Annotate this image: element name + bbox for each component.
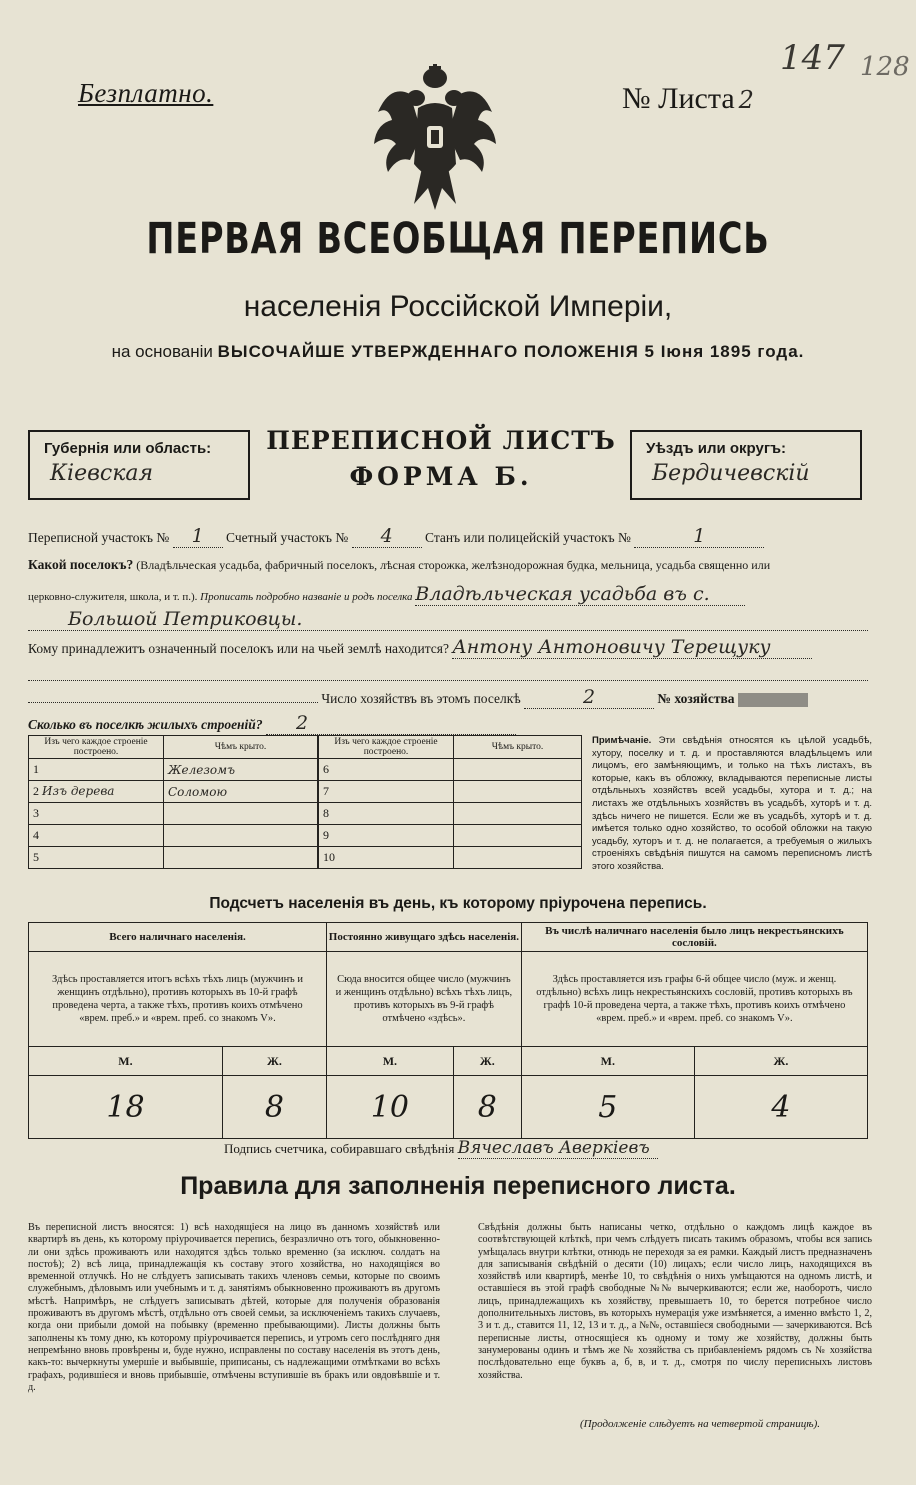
form-subtitle: ФОРМА Б. xyxy=(349,462,533,491)
signature-value: Вячеславъ Аверкіевъ xyxy=(458,1138,658,1159)
population-table xyxy=(28,922,868,1139)
rules-continued: (Продолженіе слѣдуетъ на четвертой страницѣ). xyxy=(580,1418,820,1430)
rules-right-column: Свѣдѣнія должны быть написаны четко, отдѣльно о каждомъ лицѣ каждое въ соотвѣтствующей клѣткѣ, при чемъ слѣдуетъ писать такимъ образомъ, чтобы вся запись умѣщалась внутри клѣтки, отнюдь не переходя за ея рамки. Каждый листъ предназначенъ для записыванія свѣдѣній о десяти (10) лицахъ; если число лицъ, находящихся въ хозяйствѣ или квартирѣ, менѣе 10, то свѣдѣнія о нихъ умѣщаются на одномъ листѣ, и оставшіеся въ этой графѣ свободные №№ вычеркиваются; если же, наоборотъ, число лицъ, принадлежащихъ къ хозяйству, превышаетъ 10, то берется потребное число дополнительныхъ листовъ, въ которыхъ нумерація уже измѣняется, а именно вмѣсто 1, 2, 3 и т. д., ставится 11, 12, 13 и т. д., а №№, оставшіеся свободными — зачеркиваются. Всѣ переписные листы, относящіеся къ одному и тому же хозяйству, должны быть занумерованы одинъ и тѣмъ же № хозяйства съ прибавленіемъ рядомъ съ № хозяйства послѣдовательно еще буквъ а, б, в, и т. д., смотря по числу переписныхъ листовъ хозяйства. xyxy=(478,1222,872,1381)
col-total-present: Всего наличнаго населенія. xyxy=(29,923,327,952)
rules-title: Правила для заполненія переписного листа. xyxy=(180,1172,736,1200)
permanent-female-value: 8 xyxy=(453,1076,521,1139)
total-female-value: 8 xyxy=(222,1076,326,1139)
sheet-value: 2 xyxy=(738,86,754,114)
household-number-stamp xyxy=(738,693,808,707)
buildings-value: 2 xyxy=(266,712,516,735)
table-row: 5 xyxy=(29,847,318,869)
buildings-table-right xyxy=(318,735,582,869)
stan-label: Станъ или полицейскій участокъ № xyxy=(425,530,631,545)
owner-line xyxy=(28,636,812,659)
free-label: Безплатно. xyxy=(78,78,214,108)
owner-line-2 xyxy=(28,668,868,686)
m-label: М. xyxy=(521,1047,694,1076)
poselok-value-2: Большой Петриковцы. xyxy=(28,608,868,631)
buildings-table-left xyxy=(28,735,318,869)
note-text: Эти свѣдѣнія относятся къ цѣлой усадьбѣ, хутору, поселку и т. д. и проставляются владѣльцемъ или лицомъ, его замѣняющимъ, и только на тѣхъ листахъ, въ которые, какъ въ обложку, вкладываются переписные листы отдѣльныхъ хозяйствъ всей усадьбы, хутора и т. д.; на листахъ же отдѣльныхъ хозяйствъ въ усадьбѣ, хуторѣ и т. д. здѣсь ничего не пишется. Если же въ усадьбѣ, хуторѣ и т. д. имѣется только одно хозяйство, то особой обложки на такую усадьбу, хуторъ и т. д. не полагается, а требуемыя о жилыхъ строеніяхъ свѣдѣнія пишутся на самомъ переписномъ листѣ этого хозяйства. xyxy=(592,735,873,872)
non-peasant-male-value: 5 xyxy=(521,1076,694,1139)
poselok-hint-3: Прописать подробно названіе и родъ поселка xyxy=(200,591,413,603)
table-row: 8 xyxy=(319,803,582,825)
poselok-hint-2: церковно-служителя, школа, и т. п.). xyxy=(28,591,198,603)
uezd-box xyxy=(630,430,862,500)
legal-basis xyxy=(0,342,916,362)
form-title: ПЕРЕПИСНОЙ ЛИСТЪ xyxy=(266,426,616,455)
zh-label: Ж. xyxy=(694,1047,867,1076)
note-title: Примѣчаніе. xyxy=(592,735,652,746)
table-row: 3 xyxy=(29,803,318,825)
legal-basis-prefix: на основаніи xyxy=(111,342,213,361)
schetny-value: 4 xyxy=(352,525,422,548)
table-row: 4 xyxy=(29,825,318,847)
col-permanent: Постоянно живущаго здѣсь населенія. xyxy=(327,923,522,952)
signature-label: Подпись счетчика, собиравшаго свѣдѣнія xyxy=(224,1141,455,1156)
page-title: ПЕРВАЯ ВСЕОБЩАЯ ПЕРЕПИСЬ xyxy=(146,214,770,264)
poselok-line xyxy=(28,557,770,573)
permanent-male-value: 10 xyxy=(327,1076,454,1139)
table-row: 2 Изъ дерева Соломою xyxy=(29,781,318,803)
uezd-label: Уѣздъ или округъ: xyxy=(646,440,787,457)
table-row: 9 xyxy=(319,825,582,847)
poselok-value-1: Владѣльческая усадьба въ с. xyxy=(415,583,745,606)
col-material-2: Изъ чего каждое строеніе построено. xyxy=(319,736,454,759)
zh-label: Ж. xyxy=(453,1047,521,1076)
households-label: Число хозяйствъ въ этомъ поселкѣ xyxy=(321,691,521,706)
poselok-line-3 xyxy=(28,608,868,631)
table-row: 1 Железомъ xyxy=(29,759,318,781)
legal-basis-main: ВЫСОЧАЙШЕ УТВЕРЖДЕННАГО ПОЛОЖЕНІЯ 5 Іюня 1895 года. xyxy=(217,342,805,361)
m-label: М. xyxy=(29,1047,223,1076)
poselok-label: Какой поселокъ? xyxy=(28,557,134,572)
zh-label: Ж. xyxy=(222,1047,326,1076)
households-value: 2 xyxy=(524,686,654,709)
archive-number-2: 128 xyxy=(860,52,910,82)
perepisnoi-value: 1 xyxy=(173,525,223,548)
total-male-value: 18 xyxy=(29,1076,223,1139)
rules-left-column: Въ переписной листъ вносятся: 1) всѣ находящіеся на лицо въ данномъ хозяйствѣ или квартирѣ въ день, къ которому пріурочивается перепись, безразлично отъ того, обыкновенно-ли они здѣсь проживаютъ или находятся здѣсь только временно (за исключ. солдатъ на постоѣ); 2) всѣ лица, принадлежащія къ составу этого хозяйства, но находящіяся во временной отлучкѣ. Но не слѣдуетъ записывать такихъ членовъ семьи, которые по своимъ служебнымъ, дѣловымъ или учебнымъ и т. д. занятіямъ обыкновенно проживаютъ въ другомъ мѣстѣ. Напримѣръ, не слѣдуетъ записывать дѣтей, которые для полученія образованія проживаютъ въ другомъ мѣстѣ, отдѣльно отъ своей семьи, за исключеніемъ такихъ случаевъ, когда они прибыли домой на побывку (временно пребывающими). Листы должны быть заполнены къ тому дню, къ которому пріурочивается перепись, и утромъ сего послѣдняго дня непремѣнно вновь провѣрены и, буде нужно, исправлены по составу населенія въ этотъ день, какъ-то: вычеркнуты умершіе и выбывшіе, приписаны, съ надлежащими отмѣтками во всѣхъ графахъ, родившіеся и вновь прибывшіе, отмѣчены вступившіе въ бракъ или овдовѣвшіе и т. д. xyxy=(28,1222,440,1393)
poselok-hint: (Владѣльческая усадьба, фабричный поселокъ, лѣсная сторожка, желѣзнодорожная будка, мельница, усадьба священно или xyxy=(136,558,771,572)
podschet-title: Подсчетъ населенія въ день, къ которому пріурочена перепись. xyxy=(209,895,707,912)
perepisnoi-label: Переписной участокъ № xyxy=(28,530,170,545)
col-non-peasant-desc: Здѣсь проставляется изъ графы 6-й общее число (муж. и женщ. отдѣльно) всѣхъ лицъ некрестьянскихъ сословій, противъ которыхъ въ графѣ 10-й проведена черта, а также тѣхъ, противъ коихъ отмѣчено «врем. преб.» и «врем. преб. со знакомъ V». xyxy=(521,952,867,1047)
col-roof: Чѣмъ крыто. xyxy=(164,736,318,759)
guberniya-box xyxy=(28,430,250,500)
buildings-label: Сколько въ поселкѣ жилыхъ строеній? xyxy=(28,717,263,732)
household-number-label: № хозяйства xyxy=(657,691,735,706)
page-subtitle: населенія Россійской Имперіи, xyxy=(243,290,673,323)
col-material: Изъ чего каждое строеніе построено. xyxy=(29,736,164,759)
m-label: М. xyxy=(327,1047,454,1076)
imperial-eagle-emblem-icon xyxy=(370,64,500,214)
archive-number: 147 xyxy=(780,38,845,78)
buildings-line xyxy=(28,712,516,735)
col-total-desc: Здѣсь проставляется итогъ всѣхъ тѣхъ лицъ (мужчинъ и женщинъ отдѣльно), противъ которыхъ въ 10-й графѣ проведена черта, а также тѣхъ, противъ коихъ отмѣчено «врем. преб.» и «врем. преб. со знакомъ V». xyxy=(29,952,327,1047)
table-row xyxy=(29,1076,868,1139)
table-row: 7 xyxy=(319,781,582,803)
sheet-number xyxy=(622,82,754,116)
signature-line xyxy=(224,1138,658,1159)
schetny-label: Счетный участокъ № xyxy=(226,530,349,545)
uchastok-line xyxy=(28,525,764,548)
col-permanent-desc: Сюда вносится общее число (мужчинъ и женщинъ отдѣльно) всѣхъ тѣхъ лицъ, противъ которыхъ въ 9-й графѣ отмѣчено «здѣсь». xyxy=(327,952,522,1047)
owner-value: Антону Антоновичу Терещуку xyxy=(452,636,812,659)
buildings-note xyxy=(592,735,872,874)
guberniya-label: Губернія или область: xyxy=(44,440,212,457)
households-line xyxy=(28,686,808,709)
non-peasant-female-value: 4 xyxy=(694,1076,867,1139)
poselok-line-2 xyxy=(28,583,745,606)
guberniya-value: Кіевская xyxy=(50,461,154,486)
uezd-value: Бердичевскій xyxy=(652,461,810,486)
table-row: 10 xyxy=(319,847,582,869)
col-roof-2: Чѣмъ крыто. xyxy=(454,736,582,759)
owner-label: Кому принадлежитъ означенный поселокъ или на чьей землѣ находится? xyxy=(28,641,449,656)
sheet-label: № Листа xyxy=(622,82,735,115)
table-row: 6 xyxy=(319,759,582,781)
stan-value: 1 xyxy=(634,525,764,548)
col-non-peasant: Въ числѣ наличнаго населенія было лицъ некрестьянскихъ сословій. xyxy=(521,923,867,952)
